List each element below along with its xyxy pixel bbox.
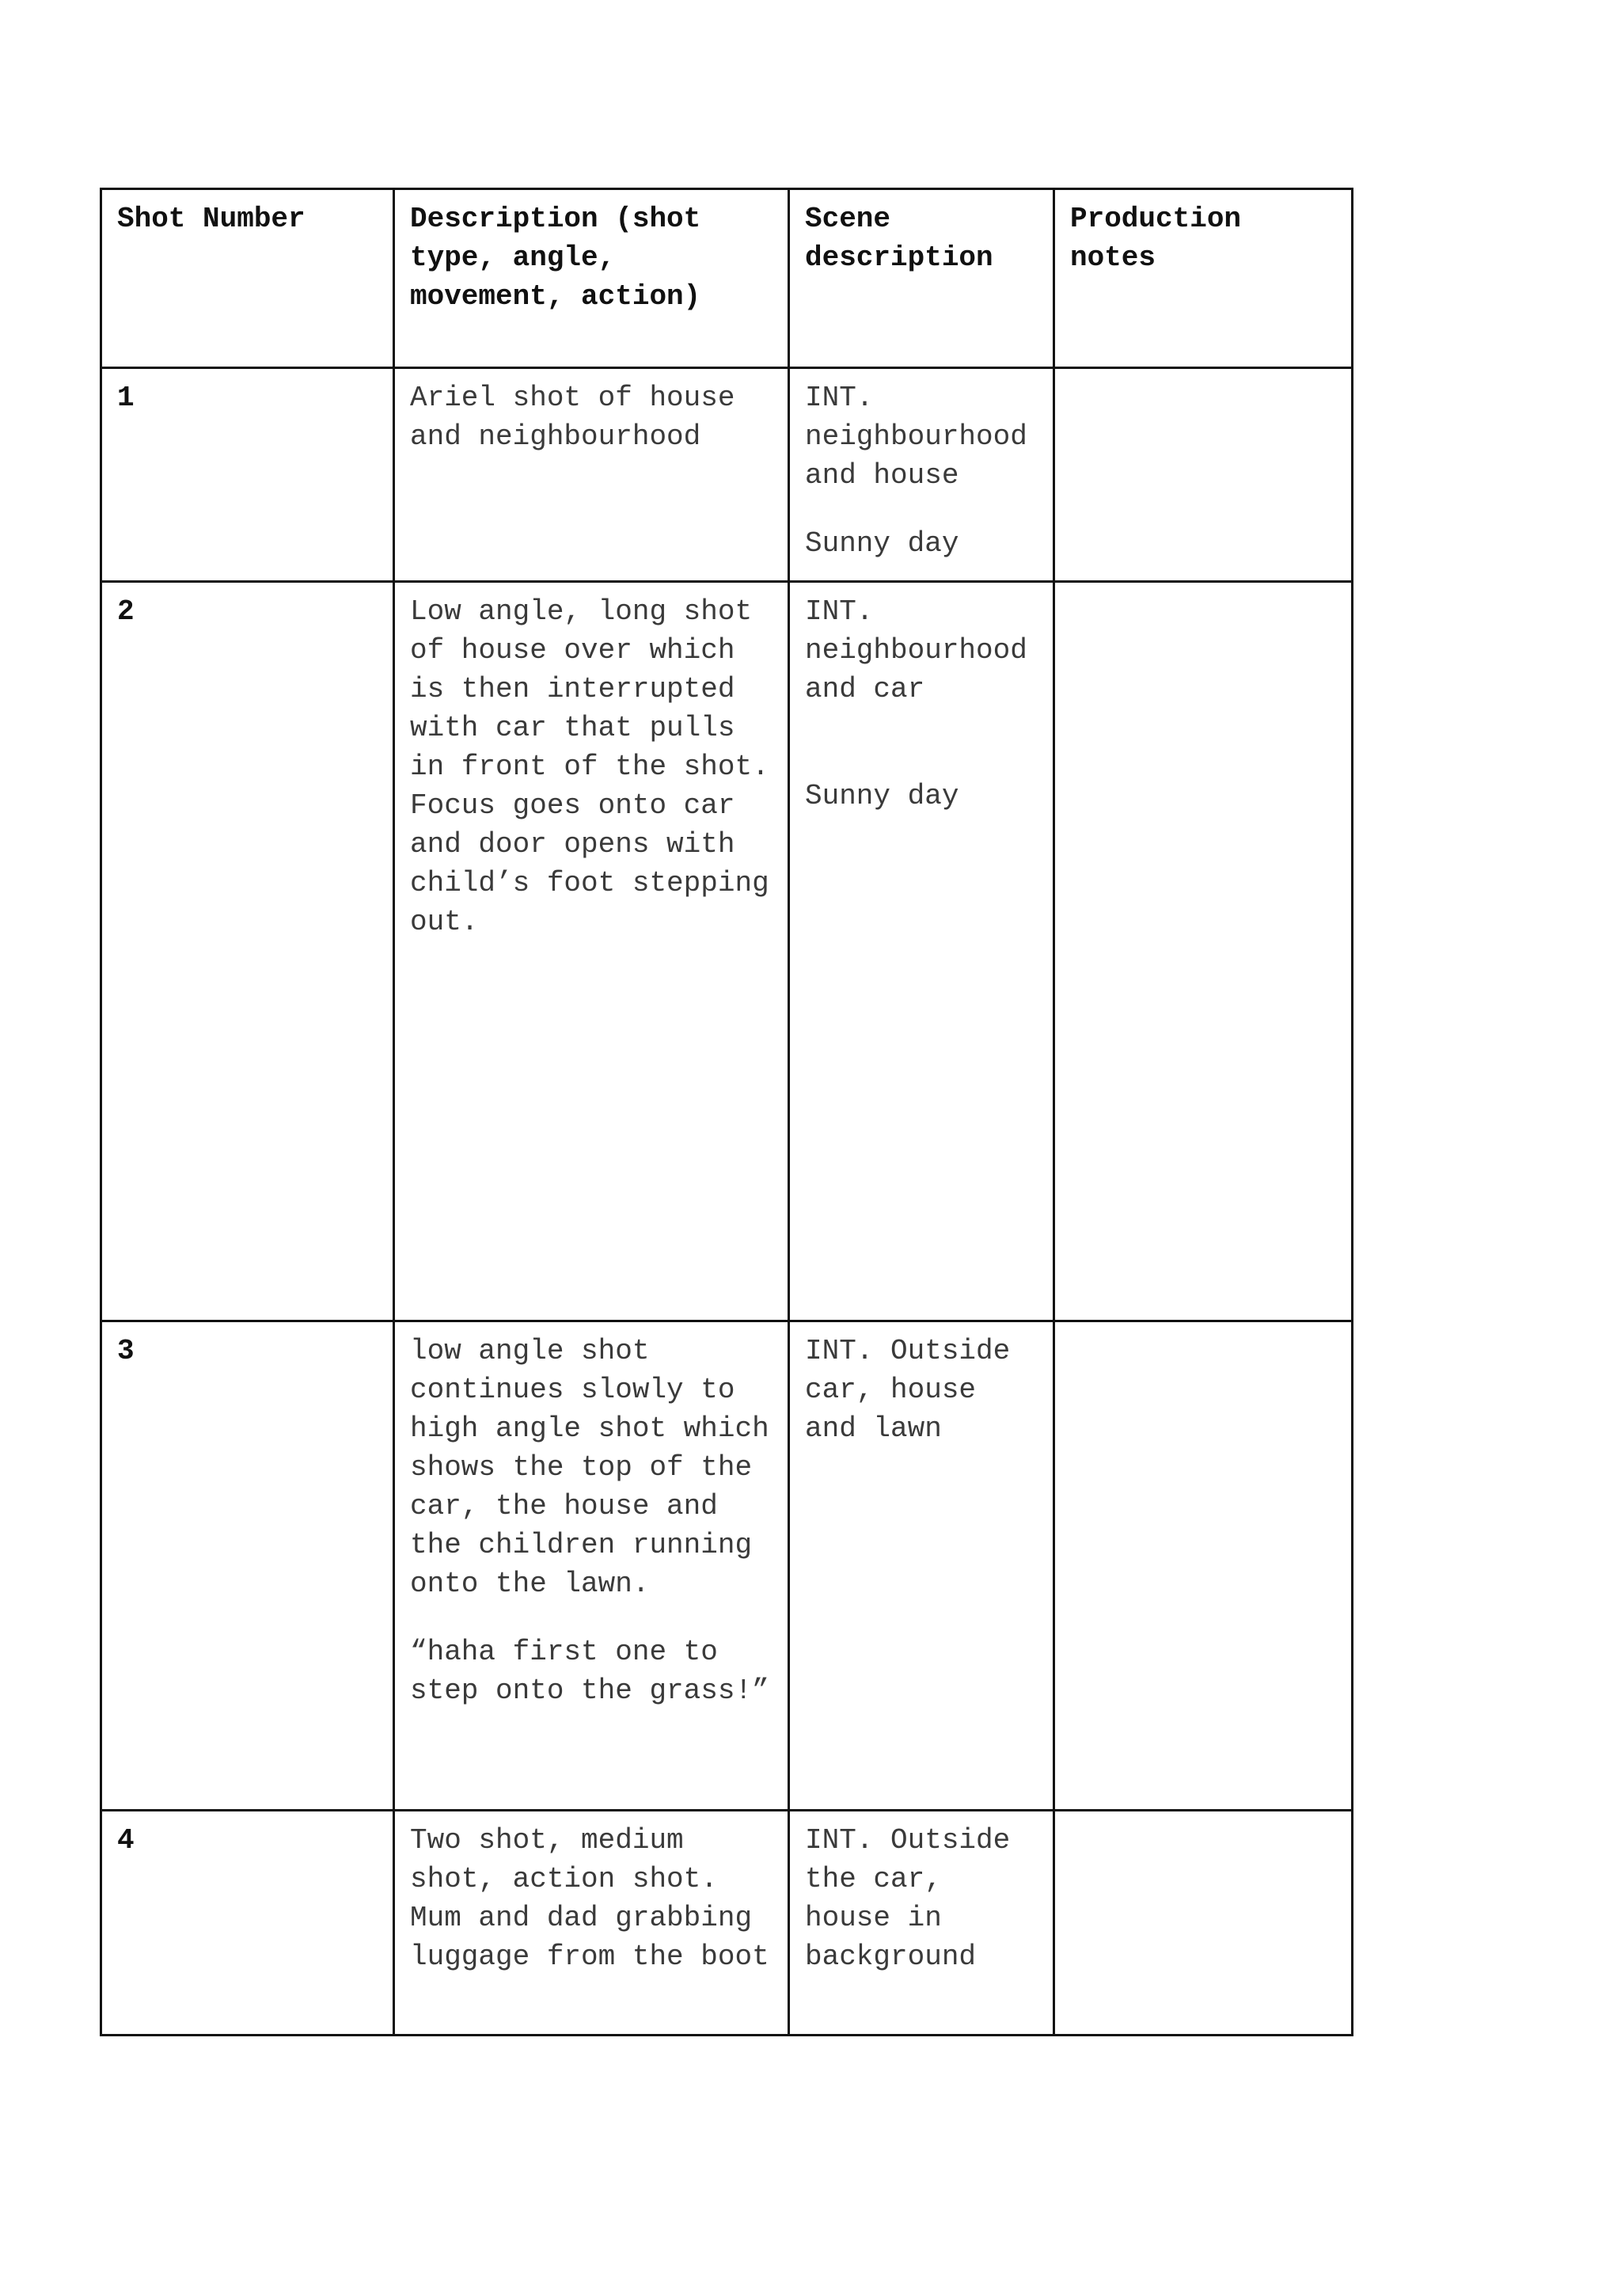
description-cell — [394, 1811, 789, 2036]
scene-location-text: INT. Outside car, house and lawn — [805, 1335, 1011, 1445]
shot-number-cell: 4 — [101, 1811, 394, 2036]
scene-description-cell — [789, 582, 1054, 1321]
shot-number-cell: 3 — [101, 1321, 394, 1811]
description-text: Ariel shot of house and neighbourhood — [410, 382, 735, 453]
header-description: Description (shot type, angle, movement, action) — [394, 189, 789, 368]
header-shot-number: Shot Number — [101, 189, 394, 368]
header-scene-description: Scene description — [789, 189, 1054, 368]
scene-description-cell — [789, 1811, 1054, 2036]
scene-weather-text: Sunny day — [805, 780, 959, 812]
scene-location-text: INT. Outside the car, house in background — [805, 1824, 1011, 1973]
description-text: Low angle, long shot of house over which is then interrupted with car that pulls in front of the shot. Focus goes onto car and door opens with child’s foot stepping out. — [410, 595, 769, 938]
scene-location-text: INT. neighbourhood and car — [805, 595, 1027, 705]
paragraph-spacer — [805, 709, 1038, 777]
table-row — [101, 1811, 1353, 2036]
dialogue-text: “haha first one to step onto the grass!” — [410, 1636, 769, 1707]
description-cell — [394, 368, 789, 582]
description-cell — [394, 1321, 789, 1811]
shot-number-cell: 1 — [101, 368, 394, 582]
shot-list-table — [100, 188, 1353, 2036]
scene-description-cell — [789, 1321, 1054, 1811]
description-text: low angle shot continues slowly to high angle shot which shows the top of the car, the house and the children running onto the lawn. — [410, 1335, 769, 1600]
production-notes-cell — [1054, 582, 1353, 1321]
shot-number-cell: 2 — [101, 582, 394, 1321]
table-row — [101, 368, 1353, 582]
description-text: Two shot, medium shot, action shot. Mum and dad grabbing luggage from the boot — [410, 1824, 769, 1973]
table-row — [101, 1321, 1353, 1811]
production-notes-cell — [1054, 1811, 1353, 2036]
scene-location-text: INT. neighbourhood and house — [805, 382, 1027, 492]
table-row — [101, 582, 1353, 1321]
production-notes-cell — [1054, 368, 1353, 582]
production-notes-cell — [1054, 1321, 1353, 1811]
table-header-row — [101, 189, 1353, 368]
scene-weather-text: Sunny day — [805, 527, 959, 560]
header-production-notes: Production notes — [1054, 189, 1353, 368]
description-cell — [394, 582, 789, 1321]
scene-description-cell — [789, 368, 1054, 582]
